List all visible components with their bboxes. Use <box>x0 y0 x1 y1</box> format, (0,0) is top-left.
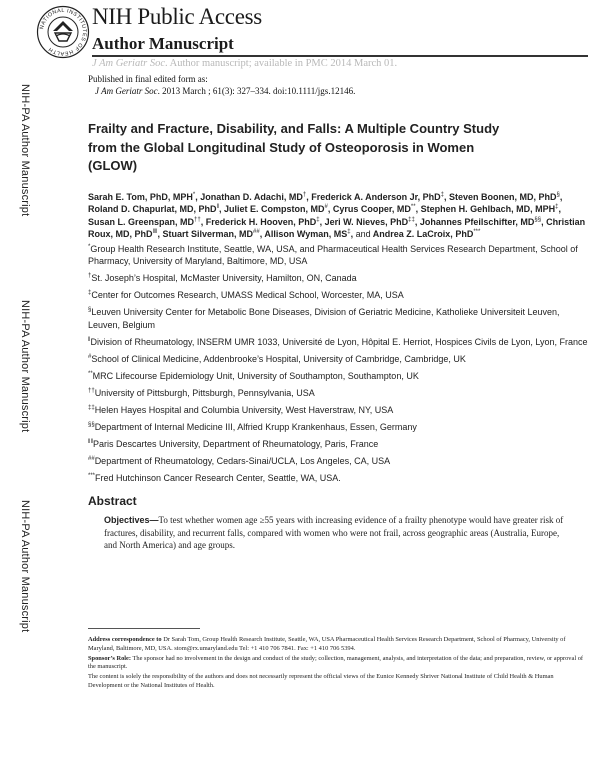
abstract-objectives <box>104 514 574 552</box>
affiliation-text: Group Health Research Institute, Seattle, WA, USA, and Pharmaceutical Health Services Research Department, School of Pharmacy, University of Maryland, Baltimore, MD, USA <box>88 243 578 266</box>
affiliation-item <box>88 455 588 468</box>
publication-details: . 2013 March ; 61(3): 327–334. doi:10.1111/jgs.12146. <box>157 86 356 96</box>
author-name: Frederick A. Anderson Jr, PhD <box>311 191 441 202</box>
affiliation-text: Center for Outcomes Research, UMASS Medical School, Worcester, MA, USA <box>91 290 404 300</box>
author-name: Sarah E. Tom, PhD, MPH <box>88 191 193 202</box>
header-citation <box>92 58 397 69</box>
nih-logo <box>36 5 90 59</box>
author-name: Allison Wyman, MS <box>264 229 348 239</box>
affiliation-text: School of Clinical Medicine, Addenbrooke’s Hospital, University of Cambridge, Cambridge, UK <box>91 353 466 364</box>
affiliation-mark: ## <box>88 455 95 462</box>
author-affiliation-mark: *** <box>473 229 481 235</box>
affiliation-text: Division of Rheumatology, INSERM UMR 1033, Université de Lyon, Hôpital E. Herriot, Hospices Civils de Lyon, Lyon, France <box>90 336 588 347</box>
affiliation-text: St. Joseph’s Hospital, McMaster University, Hamilton, ON, Canada <box>91 273 357 283</box>
author-name: Juliet E. Compston, MD <box>224 204 325 214</box>
affiliation-list <box>88 243 588 485</box>
affiliation-mark: # <box>88 353 92 360</box>
side-watermark-text: NIH-PA Author Manuscript <box>19 84 31 217</box>
affiliation-item <box>88 306 588 331</box>
author-name: Cyrus Cooper, MD <box>332 204 411 214</box>
author-affiliation-mark: ‡ <box>347 229 351 235</box>
author-name: Roland D. Chapurlat, MD, PhD <box>88 204 217 214</box>
affiliation-item <box>88 370 588 383</box>
objectives-label: Objectives— <box>104 515 159 525</box>
svg-text:NATIONAL INSTITUTES OF HEALTH: NATIONAL INSTITUTES OF HEALTH <box>39 7 88 57</box>
author-list: Sarah E. Tom, PhD, MPH*, Jonathan D. Adachi, MD†, Frederick A. Anderson Jr, PhD‡, Steven Boonen, MD, PhD§, Roland D. Chapurlat, MD, PhD‖, Juliet E. Compston, MD#, Cyrus Cooper, MD**, Stephen H. Gehlbach, MD, MPH‡, Susan L. Greenspan, MD††, Frederick H. Hooven, PhD‡, Jeri W. Nieves, PhD‡‡, Johannes Pfeilschifter, MD§§, Christian Roux, MD, PhD‖‖, Stuart Silverman, MD##, Allison Wyman, MS‡, and Andrea Z. LaCroix, PhD*** <box>88 191 586 239</box>
author-affiliation-mark: ## <box>253 229 260 235</box>
affiliation-item <box>88 438 588 451</box>
affiliation-item <box>88 404 588 417</box>
affiliation-mark: *** <box>88 472 96 479</box>
author-name: Jeri W. Nieves, PhD <box>324 216 409 227</box>
author-affiliation-mark: # <box>324 204 328 210</box>
footnotes <box>88 636 588 692</box>
affiliation-item <box>88 243 588 268</box>
article-title: Frailty and Fracture, Disability, and Falls: A Multiple Country Study from the Global Longitudinal Study of Osteoporosis in Women (GLOW) <box>88 121 500 173</box>
author-affiliation-mark: †† <box>194 216 201 223</box>
affiliation-mark: ** <box>88 370 93 377</box>
affiliation-text: Helen Hayes Hospital and Columbia University, West Haverstraw, NY, USA <box>94 404 394 415</box>
objectives-text: To test whether women age ≥55 years with increasing evidence of a frailty phenotype would have greater risk of fractures, disability, and recurrent falls, compared with women who were not frail, across geographic areas (Australia, Europe, and North America) and age groups. <box>104 515 564 550</box>
affiliation-item <box>88 421 588 434</box>
author-affiliation-mark: * <box>192 191 196 198</box>
sponsor-role-text: The sponsor had no involvement in the design and conduct of the study; collection, management, analysis, and interpretation of the data; and preparation, review, or approval of the manuscript. <box>88 654 584 671</box>
header-title: NIH Public Access <box>92 4 262 29</box>
affiliation-item <box>88 472 588 485</box>
affiliation-mark: ‡ <box>88 290 92 296</box>
author-affiliation-mark: ‡ <box>440 191 444 198</box>
sponsor-role-note <box>88 655 588 672</box>
side-watermark <box>15 500 37 660</box>
affiliation-text: Fred Hutchinson Cancer Research Center, Seattle, WA, USA. <box>95 472 341 483</box>
header-citation-journal: J Am Geriatr Soc <box>92 58 166 69</box>
correspondence-label: Address correspondence to <box>88 636 162 643</box>
responsibility-note: The content is solely the responsibility of the authors and does not necessarily represent the official views of the Eunice Kennedy Shriver National Institute of Child Health & Human Development or the National Institutes of Health. <box>88 673 554 689</box>
author-conjunction: and <box>355 229 371 239</box>
footnote-divider <box>88 628 200 629</box>
affiliation-text: Department of Internal Medicine III, Alfried Krupp Krankenhaus, Essen, Germany <box>94 421 417 432</box>
correspondence-text: Dr Sarah Tom, Group Health Research Institute, Seattle, WA, USA Pharmaceutical Health Services Research Department, School of Pharmacy, University of Maryland, Baltimore, MD, USA. stom@rx.umaryland.edu Tel: +1 410 706 7841. Fax: +1 410 706 5394. <box>88 636 566 652</box>
author-name: Stuart Silverman, MD <box>162 229 254 239</box>
author-name: Johannes Pfeilschifter, MD <box>419 216 535 227</box>
side-watermark <box>15 84 37 244</box>
affiliation-mark: ‡‡ <box>88 404 95 411</box>
author-affiliation-mark: ** <box>410 204 416 210</box>
author-name: Steven Boonen, MD, PhD <box>449 191 557 202</box>
affiliation-text: University of Pittsburgh, Pittsburgh, Pennsylvania, USA <box>94 387 315 398</box>
affiliation-item <box>88 353 588 366</box>
author-name: Susan L. Greenspan, MD <box>88 216 195 227</box>
published-final-form: Published in final edited form as: <box>88 74 208 84</box>
nih-seal-icon <box>36 5 90 59</box>
affiliation-mark: §§ <box>88 421 95 428</box>
affiliation-mark: † <box>88 273 92 279</box>
affiliation-item <box>88 289 588 302</box>
affiliation-item <box>88 272 588 285</box>
affiliation-text: MRC Lifecourse Epidemiology Unit, University of Southampton, Southampton, UK <box>92 370 419 381</box>
affiliation-text: Department of Rheumatology, Cedars-Sinai/UCLA, Los Angeles, CA, USA <box>94 455 391 466</box>
sponsor-role-label: Sponsor’s Role: <box>88 654 132 662</box>
abstract-heading: Abstract <box>88 494 137 508</box>
author-name: Stephen H. Gehlbach, MD, MPH <box>420 204 556 214</box>
side-watermark-text: NIH-PA Author Manuscript <box>19 500 31 633</box>
side-watermark-text: NIH-PA Author Manuscript <box>19 300 31 433</box>
author-name: Christian Roux, MD, PhD <box>88 216 586 239</box>
author-affiliation-mark: ‡ <box>555 204 559 210</box>
author-affiliation-mark: § <box>556 191 560 198</box>
author-affiliation-mark: ‖‖ <box>152 229 158 235</box>
author-affiliation-mark: † <box>302 191 307 198</box>
author-name: Jonathan D. Adachi, MD <box>200 191 303 202</box>
affiliation-mark: †† <box>88 387 95 394</box>
publication-journal: J Am Geriatr Soc <box>95 86 158 96</box>
header-divider <box>92 55 588 57</box>
author-name: Frederick H. Hooven, PhD <box>205 216 317 227</box>
affiliation-text: Paris Descartes University, Department of Rheumatology, Paris, France <box>92 438 379 449</box>
affiliation-mark: ‖‖ <box>88 438 93 445</box>
author-affiliation-mark: ‖ <box>216 204 219 210</box>
affiliation-item <box>88 387 588 400</box>
author-affiliation-mark: §§ <box>534 216 542 223</box>
correspondence-note <box>88 636 588 653</box>
side-watermark <box>15 300 37 460</box>
author-affiliation-mark: ‡‡ <box>408 216 415 223</box>
affiliation-mark: * <box>88 243 91 250</box>
header-subtitle: Author Manuscript <box>92 34 234 53</box>
affiliation-mark: § <box>88 307 92 313</box>
affiliation-text: Leuven University Center for Metabolic Bone Diseases, Division of Geriatric Medicine, Katholieke Universiteit Leuven, Leuven, Belgium <box>88 307 560 330</box>
author-affiliation-mark: ‡ <box>316 216 320 223</box>
author-name: Andrea Z. LaCroix, PhD <box>372 229 474 239</box>
header-citation-rest: . Author manuscript; available in PMC 2014 March 01. <box>165 58 398 69</box>
publication-reference <box>95 86 355 96</box>
affiliation-item <box>88 336 588 349</box>
affiliation-mark: ‖ <box>88 336 91 343</box>
